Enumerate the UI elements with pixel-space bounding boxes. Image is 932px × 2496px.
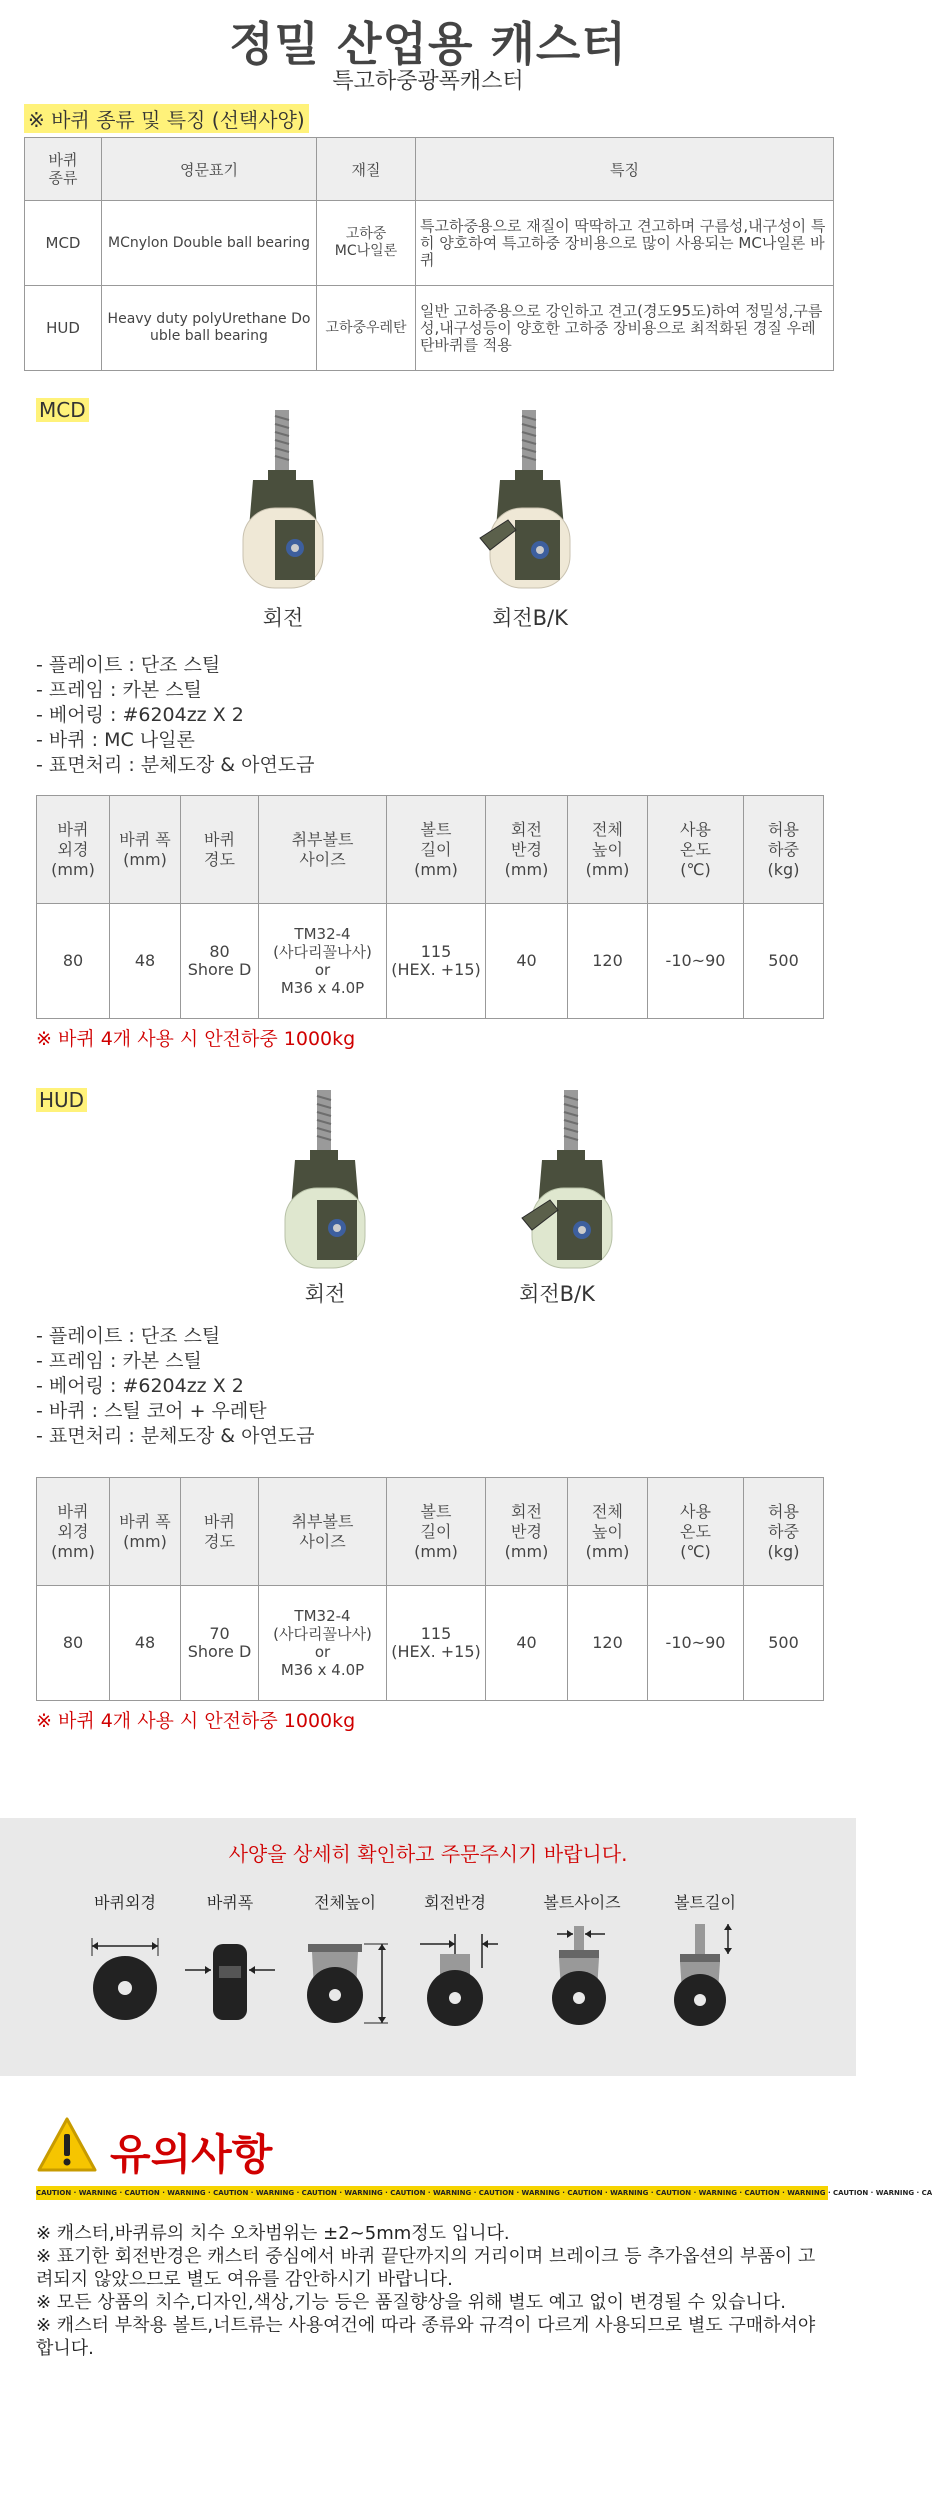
list-item: - 프레임 : 카본 스틸 xyxy=(36,1350,202,1372)
mcd-caption-swivel: 회전 xyxy=(262,606,304,630)
col-header: 바퀴 폭 (mm) xyxy=(110,1478,181,1586)
dimension-item xyxy=(70,1890,180,2034)
table-cell: MCnylon Double ball bearing xyxy=(102,201,317,286)
col-header: 바퀴 외경 (mm) xyxy=(37,1478,110,1586)
col-header: 사용 온도 (℃) xyxy=(648,1478,744,1586)
table-cell: HUD xyxy=(25,286,102,371)
dimension-label: 볼트사이즈 xyxy=(543,1893,621,1912)
col-header: 허용 하중 (kg) xyxy=(744,1478,824,1586)
caution-section xyxy=(0,2076,932,2496)
hud-swivel-caster-image xyxy=(255,1088,395,1278)
col-header: 바퀴 경도 xyxy=(181,1478,259,1586)
hud-spec-list xyxy=(36,1324,315,1449)
page-subtitle: 특고하중광폭캐스터 xyxy=(332,69,524,94)
caution-tape: CAUTION · WARNING · CAUTION · WARNING · CAUTION · WARNING · CAUTION · WARNING · CAUTION · WARNING · CAUTION · WARNING · CAUTION · WARNING · CAUTION · WARNING · CAUTION · WARNING · CAUTION · WARNING · CA xyxy=(36,2186,828,2200)
col-header: 취부볼트 사이즈 xyxy=(259,796,387,904)
col-header: 사용 온도 (℃) xyxy=(648,796,744,904)
dimension-label: 바퀴외경 xyxy=(94,1893,156,1912)
list-item: - 베어링 : #6204zz X 2 xyxy=(36,704,244,726)
dimension-label: 회전반경 xyxy=(424,1893,486,1912)
list-item: - 플레이트 : 단조 스틸 xyxy=(36,654,221,676)
col-header: 전체 높이 (mm) xyxy=(568,796,648,904)
table-row xyxy=(25,201,834,286)
wheel-diameter-icon xyxy=(70,1920,180,2030)
col-header: 전체 높이 (mm) xyxy=(568,1478,648,1586)
dimension-item xyxy=(290,1890,400,2034)
warning-triangle-icon xyxy=(36,2116,98,2174)
list-item: - 표면처리 : 분체도장 & 아연도금 xyxy=(36,754,315,776)
mcd-safe-load-warning: ※ 바퀴 4개 사용 시 안전하중 1000kg xyxy=(36,1028,356,1050)
mcd-section-label: MCD xyxy=(36,398,89,422)
col-header: 바퀴 외경 (mm) xyxy=(37,796,110,904)
table-cell: Heavy duty polyUrethane Double ball bearing xyxy=(102,286,317,371)
table-cell: 80 xyxy=(37,1586,110,1701)
table-header-row xyxy=(25,138,834,201)
dimension-item xyxy=(650,1890,760,2034)
mcd-caption-swivel-brake: 회전B/K xyxy=(492,606,568,630)
list-item: - 바퀴 : 스틸 코어 + 우레탄 xyxy=(36,1400,267,1422)
table-cell: 40 xyxy=(486,1586,568,1701)
table-cell: 48 xyxy=(110,1586,181,1701)
list-item: - 표면처리 : 분체도장 & 아연도금 xyxy=(36,1425,315,1447)
col-header: 재질 xyxy=(317,138,416,201)
table-row xyxy=(25,286,834,371)
col-header: 바퀴 종류 xyxy=(25,138,102,201)
dimension-item xyxy=(400,1890,510,2034)
list-item: - 프레임 : 카본 스틸 xyxy=(36,679,202,701)
col-header: 영문표기 xyxy=(102,138,317,201)
page-title: 정밀 산업용 캐스터 xyxy=(229,17,627,71)
table-cell: 80 xyxy=(37,904,110,1019)
dimension-label: 전체높이 xyxy=(314,1893,376,1912)
hud-swivel-brake-caster-image xyxy=(502,1088,642,1278)
table-cell: -10~90 xyxy=(648,904,744,1019)
col-header: 바퀴 폭 (mm) xyxy=(110,796,181,904)
table-cell: 120 xyxy=(568,904,648,1019)
total-height-icon xyxy=(290,1920,400,2030)
hud-safe-load-warning: ※ 바퀴 4개 사용 시 안전하중 1000kg xyxy=(36,1710,356,1732)
table-cell: 고하중우레탄 xyxy=(317,286,416,371)
hud-caption-swivel: 회전 xyxy=(304,1282,346,1306)
table-cell: MCD xyxy=(25,201,102,286)
dimension-guide-section xyxy=(0,1818,856,2076)
bolt-length-icon xyxy=(650,1920,760,2030)
caution-line: ※ 모든 상품의 치수,디자인,색상,기능 등은 품질향상을 위해 별도 예고 없이 변경될 수 있습니다. xyxy=(36,2292,786,2313)
list-item: - 베어링 : #6204zz X 2 xyxy=(36,1375,244,1397)
dimension-item xyxy=(527,1890,637,2034)
wheel-width-icon xyxy=(175,1920,285,2030)
col-header: 취부볼트 사이즈 xyxy=(259,1478,387,1586)
caution-line: ※ 캐스터 부착용 볼트,너트류는 사용여건에 따라 종류와 규격이 다르게 사용되므로 별도 구매하셔야 합니다. xyxy=(36,2315,816,2359)
table-cell: 특고하중용으로 재질이 딱딱하고 견고하며 구름성,내구성이 특히 양호하여 특고하중 장비용으로 많이 사용되는 MC나일론 바퀴 xyxy=(416,201,834,286)
caution-line: ※ 캐스터,바퀴류의 치수 오차범위는 ±2~5mm정도 입니다. xyxy=(36,2223,510,2244)
table-cell: 일반 고하중용으로 강인하고 견고(경도95도)하여 정밀성,구름성,내구성등이 양호한 고하중 장비용으로 최적화된 경질 우레탄바퀴를 적용 xyxy=(416,286,834,371)
hud-caption-swivel-brake: 회전B/K xyxy=(519,1282,595,1306)
table-cell: -10~90 xyxy=(648,1586,744,1701)
swivel-radius-icon xyxy=(400,1920,510,2030)
table-header-row xyxy=(37,1478,824,1586)
col-header: 볼트 길이 (mm) xyxy=(387,796,486,904)
table-cell: 115 (HEX. +15) xyxy=(387,904,486,1019)
dimension-label: 바퀴폭 xyxy=(206,1893,254,1912)
col-header: 허용 하중 (kg) xyxy=(744,796,824,904)
mcd-swivel-brake-caster-image xyxy=(460,408,600,598)
caution-notes xyxy=(36,2222,826,2360)
table-cell: 고하중 MC나일론 xyxy=(317,201,416,286)
mcd-swivel-caster-image xyxy=(213,408,353,598)
table-cell: 70 Shore D xyxy=(181,1586,259,1701)
table-cell: 80 Shore D xyxy=(181,904,259,1019)
col-header: 특징 xyxy=(416,138,834,201)
caution-line: ※ 표기한 회전반경은 캐스터 중심에서 바퀴 끝단까지의 거리이며 브레이크 등 추가옵션의 부품이 고려되지 않았으므로 별도 여유를 감안하시기 바랍니다. xyxy=(36,2246,816,2290)
col-header: 회전 반경 (mm) xyxy=(486,1478,568,1586)
dimension-item xyxy=(175,1890,285,2034)
wheel-types-heading: ※ 바퀴 종류 및 특징 (선택사양) xyxy=(24,104,309,133)
table-cell: TM32-4 (사다리꼴나사) or M36 x 4.0P xyxy=(259,904,387,1019)
bolt-size-icon xyxy=(527,1920,637,2030)
table-row xyxy=(37,904,824,1019)
table-cell: 500 xyxy=(744,904,824,1019)
table-cell: 48 xyxy=(110,904,181,1019)
col-header: 바퀴 경도 xyxy=(181,796,259,904)
table-row xyxy=(37,1586,824,1701)
table-cell: 120 xyxy=(568,1586,648,1701)
mcd-spec-table xyxy=(36,795,824,1019)
hud-section-label: HUD xyxy=(36,1088,87,1112)
dimension-label: 볼트길이 xyxy=(674,1893,736,1912)
col-header: 볼트 길이 (mm) xyxy=(387,1478,486,1586)
table-cell: TM32-4 (사다리꼴나사) or M36 x 4.0P xyxy=(259,1586,387,1701)
list-item: - 플레이트 : 단조 스틸 xyxy=(36,1325,221,1347)
wheel-types-table xyxy=(24,137,834,371)
col-header: 회전 반경 (mm) xyxy=(486,796,568,904)
dimension-guide-title: 사양을 상세히 확인하고 주문주시기 바랍니다. xyxy=(228,1842,628,1866)
table-cell: 40 xyxy=(486,904,568,1019)
table-cell: 115 (HEX. +15) xyxy=(387,1586,486,1701)
table-cell: 500 xyxy=(744,1586,824,1701)
caution-title: 유의사항 xyxy=(110,2130,273,2179)
hud-spec-table xyxy=(36,1477,824,1701)
mcd-spec-list xyxy=(36,653,315,778)
table-header-row xyxy=(37,796,824,904)
list-item: - 바퀴 : MC 나일론 xyxy=(36,729,195,751)
